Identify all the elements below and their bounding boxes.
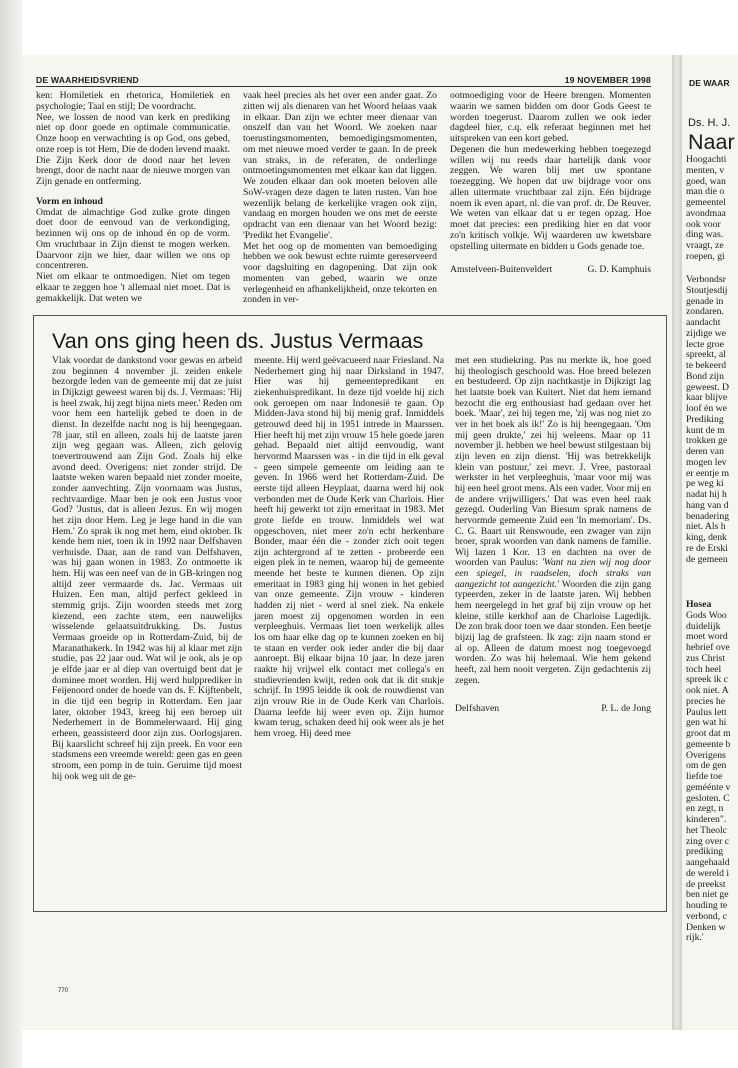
text-line: ben niet ge bbox=[686, 889, 729, 901]
text-line: kaar blijve bbox=[686, 392, 728, 404]
text-line: rijk.' bbox=[686, 932, 704, 944]
paragraph bbox=[455, 356, 651, 686]
text-line: groot dat m bbox=[686, 728, 731, 739]
paragraph: vaak heel precies als het over een ander gaat. Zo zitten wij als dienaren van het Woord helaas vaak in elkaar. Dan zijn we echter meer dienaar van onszelf dan van het Woord. We zoeken naar toerustingsmomenten, bemoedigingsmomenten, om met nieuwe moed verder te gaan. In de preek van straks, in de referaten, de onderlinge ontmoetingsmomenten met elkaar kan dat liggen. We zouden elkaar dan ook moeten beloven alle SoW-vragen deze dagen te laten rusten. Van hoe wezenlijk belang de kerkelijke vragen ook zijn, vandaag en morgen houden we ons met de eerste opdracht van een dienaar van het Woord bezig: 'Predikt het Evangelie'. bbox=[243, 90, 437, 241]
top-article-column-1 bbox=[36, 91, 230, 304]
text-line: deren van bbox=[686, 446, 724, 457]
next-page-column-block-3 bbox=[682, 600, 738, 944]
text-line: te bekeerd bbox=[686, 360, 727, 371]
obituary-title: Van ons ging heen ds. Justus Vermaas bbox=[52, 329, 424, 353]
text-line: Bond zijn bbox=[686, 370, 724, 382]
text-line: liefde toe bbox=[686, 771, 723, 782]
text-line: Paulus lett bbox=[686, 706, 727, 718]
text-line: geméénte v bbox=[686, 781, 731, 793]
paragraph: Met het oog op de momenten van bemoediging hebben we ook bewust echte ruimte gereserveerd voor dagsluiting en dagopening. Dat zijn ook momenten van gebed, waarin we onze verlegenheid en afhankelijkheid, onze tekorten en zonden in ver- bbox=[243, 240, 437, 306]
obituary-column-3 bbox=[455, 356, 651, 715]
text-line: zus Christ bbox=[686, 652, 726, 664]
text-line: menten, v bbox=[686, 164, 725, 176]
text-line: Verbondsr bbox=[686, 275, 726, 285]
text-line: er eentje m bbox=[686, 467, 730, 479]
text-line: king, denk bbox=[686, 532, 727, 543]
text-line: pe weg ki bbox=[686, 478, 724, 490]
paragraph: ootmoediging voor de Heere brengen. Momenten waarin we samen bidden om door Gods Geest te worden toegerust. Daarom zullen we ook ieder dagdeel hier, c.q. elk referaat beginnen met het uitspreken van een kort gebed. bbox=[450, 90, 651, 144]
text-line: vraagt, ze bbox=[686, 240, 724, 251]
scan-shadow-left bbox=[0, 0, 22, 1068]
text-line: man die o bbox=[686, 186, 725, 198]
text-line: ook niet. A bbox=[686, 685, 729, 696]
next-page-column-block-2 bbox=[682, 275, 738, 565]
text-line: lecte groe bbox=[686, 338, 724, 350]
text-line: Hoogachti bbox=[686, 155, 727, 165]
text-line: moet word bbox=[686, 631, 728, 643]
text-line: Prediking bbox=[686, 413, 724, 425]
text-line: de preekst bbox=[686, 878, 726, 890]
text-line: niet. Als h bbox=[686, 521, 726, 533]
page-gutter bbox=[672, 55, 682, 1030]
header-rule bbox=[36, 86, 651, 87]
section-heading: Vorm en inhoud bbox=[36, 195, 103, 207]
obituary-column-1 bbox=[52, 356, 242, 782]
paragraph: meente. Hij werd geëvacueerd naar Friesland. Na Nederhemert ging hij naar Dirksland in 1947. Hier was hij gemeentepredikant en ziekenhuispredikant. In deze tijd voelde hij zich ook geroepen om naar Indonesië te gaan. Op Midden-Java stond hij bij menig graf. Inmiddels getrouwd deed hij in 1951 intrede in Maarssen. Hier heeft hij met zijn vrouw 15 hele goede jaren gehad. Bepaald niet altijd eenvoudig, want hervormd Maarssen was - in die tijd in elk geval - geen simpele gemeente om leiding aan te geven. In 1966 werd het Rotterdam-Zuid. De eerste tijd alleen Heyplaat, daarna werd hij ook verbonden met de Oude Kerk van Charlois. Hier heeft hij gewerkt tot zijn emeritaat in 1983. Met grote liefde en trouw. Inmiddels wel wat opgeschoven, niet meer zo'n echt herkenbare Bonder, maar één die - zonder zich ooit tegen zijn achtergrond af te zetten - probeerde een eigen plek in te nemen, waarop hij de gemeente meende het beste te kunnen dienen. Op zijn emeritaat in 1983 ging hij wonen in het gebied van onze gemeente. Zijn vrouw - kinderen hadden zij niet - werd al snel ziek. Na enkele jaren moest zij opgenomen worden in een verpleeghuis. Vermaas liet toen werkelijk alles los om haar elke dag op te kunnen zoeken en bij te staan en verder ook ieder ander die bij daar aanroept. Bij elkaar bijna 10 jaar. In deze jaren raakte hij vrijwel elk contact met collega's en studievrienden kwijt, reden ook dat ik dit stukje schrijf. In 1995 leidde ik ook de rouwdienst van zijn vrouw Rie in de Oude Kerk van Charlois. Daarna leefde hij weer even op. Zijn humor kwam terug, schaken deed hij ook weer als je het hem vroeg. Hij deed mee bbox=[254, 355, 444, 739]
text-line: toch heel bbox=[686, 663, 722, 675]
text-line: de gemeen bbox=[686, 553, 728, 565]
text-line: Denken w bbox=[686, 921, 726, 933]
text-line: zondaren. bbox=[686, 306, 724, 318]
text-line: gen wat hi bbox=[686, 717, 727, 729]
obituary-box bbox=[33, 315, 667, 912]
text-line: precies he bbox=[686, 695, 725, 707]
text-line: Stoutjesdij bbox=[686, 284, 728, 296]
text-line: Overigens bbox=[686, 749, 726, 761]
text-line: re de Erski bbox=[686, 542, 728, 554]
article-signature bbox=[450, 265, 651, 276]
text-line: aandacht bbox=[686, 317, 721, 328]
next-page-subheading: Hosea bbox=[686, 600, 712, 610]
text-line: verbond, c bbox=[686, 910, 727, 922]
scripture-quote: 'Want nu zien wij nog door een spiegel, in raadselen, doch straks van aangezicht tot aangezicht.' bbox=[455, 557, 651, 590]
next-page-edge bbox=[682, 55, 738, 1030]
next-page-header: DE WAAR bbox=[689, 78, 730, 88]
top-article-column-3 bbox=[450, 91, 651, 276]
text-line: ook voor bbox=[686, 218, 721, 230]
text-line: hebrief ove bbox=[686, 642, 730, 653]
text-line: zing over c bbox=[686, 835, 730, 847]
text-line: trokken ge bbox=[686, 435, 728, 447]
text-line: prediking bbox=[686, 846, 724, 858]
text-line: ding was. bbox=[686, 229, 724, 241]
text-line: aangehaald bbox=[686, 857, 730, 868]
magazine-name: DE WAARHEIDSVRIEND bbox=[36, 75, 139, 85]
paragraph: Vlak voordat de dankstond voor gewas en arbeid zou beginnen 4 november jl. zeiden enkele bezorgde leden van de gemeente mij dat ze juist in Dijkzigt geweest waren bij ds. J. Vermaas: 'Hij is heel zwak, hij zegt bijna niets meer.' Reden om voor hem een hartelijk gebed te doen in de dienst. In dezelfde nacht nog is hij heengegaan. 78 jaar, stil en alleen, zoals hij de laatste jaren zijn weg gegaan was. Alleen, zich gelovig toevertrouwend aan Zijn God. Zoals hij elke avond deed. Overigens: niet zonder strijd. De laatste weken waren bepaald niet zonder moeite, zonder aanvechting. Zijn voornaam was Justus, rechtvaardige. Maar ben je ook een Justus voor God? 'Justus, dat is alleen Jezus. En wij mogen het zijn door Hem. Leg je lege hand in die van Hem.' Zo sprak ik nog met hem, eind oktober. Ik kende hem niet, toen ik in 1992 naar Delfshaven verhuisde. Daar, aan de rand van Delfshaven, was hij gaan wonen in 1983. Zo ontmoette ik hem. Hij was een neef van de in GB-kringen nog altijd zeer vermaarde ds. Jac. Vermaas uit Huizen. Een man, altijd perfect gekleed in stemmig grijs. Zijn woorden steeds met zorg kiezend, een zachte stem, een nauwelijks wisselende gelaatsuitdrukking. Ds. Justus Vermaas groeide op in Rotterdam-Zuid, bij de Maranathakerk. In 1942 was hij al klaar met zijn studie, pas 22 jaar oud. Wat wil je ook, als je op je elfde jaar er al diep van overtuigd bent dat je dominee moet worden. Hij werd hulpprediker in Feijenoord onder de hoede van ds. F. Kijftenbelt, in die tijd een begrip in Rotterdam. Een jaar later, oktober 1943, kreeg hij een beroep uit Nederhemert in de Bommelerwaard. Hij ging erheen, geassisteerd door zijn zus. Oorlogsjaren. Bij kaarslicht schreef hij zijn preek. En voor een stadsmens een vreemde wereld: geen gas en geen stroom, een pomp in de tuin. Geruime tijd moest hij ook weg uit de ge- bbox=[52, 355, 242, 782]
issue-date: 19 NOVEMBER 1998 bbox=[564, 75, 651, 85]
text-line: spreek ik c bbox=[686, 674, 728, 686]
top-article-column-2 bbox=[243, 91, 437, 306]
text-line: roepen, gi bbox=[686, 250, 725, 262]
text-line: duidelijk bbox=[686, 620, 721, 632]
page-number: 770 bbox=[58, 988, 69, 994]
signature-author: P. L. de Jong bbox=[601, 703, 651, 715]
text-line: kinderen". bbox=[686, 814, 727, 825]
text-line: nadat hij h bbox=[686, 489, 727, 500]
next-page-title: Naar bbox=[688, 130, 735, 154]
text-line: gemeente b bbox=[686, 738, 731, 750]
paragraph: Niet om elkaar te ontmoedigen. Niet om tegen elkaar te zeggen hoe 't allemaal niet moet. Dat is gemakkelijk. Dat weten we bbox=[36, 271, 230, 304]
text-line: geweest. D bbox=[686, 381, 730, 393]
obituary-signature bbox=[455, 704, 651, 715]
text-line: mogen lev bbox=[686, 456, 727, 468]
paragraph: ken: Homiletiek en rhetorica, Homiletiek en psychologie; Taal en stijl; De voordracht. bbox=[36, 90, 230, 112]
text-line: avondmaa bbox=[686, 207, 726, 219]
signature-place: Delfshaven bbox=[455, 703, 500, 715]
text-run: Woorden die zijn gang typeerden, zeker in de laatste jaren. Wij hebben hem neergelegd in het graf bij zijn vrouw op het kleine, stille kerkhof aan de Charloise Lagedijk. De zon brak door toen we daar stonden. Een beetje bijzij lag de grafsteen. Ik zag: zijn naam stond er al op. Alleen de datum moest nog toegevoegd worden. Zo was hij helemaal. Wie hem gekend heeft, zal hem nooit vergeten. Zijn gedachtenis zij zegen. bbox=[455, 578, 651, 686]
text-line: houding te bbox=[686, 900, 728, 911]
signature-place: Amstelveen-Buitenveldert bbox=[450, 264, 553, 276]
text-line: benadering bbox=[686, 510, 730, 522]
text-line: goed, wan bbox=[686, 175, 726, 187]
next-page-column-block-1 bbox=[682, 155, 738, 263]
next-page-author: Ds. H. J. bbox=[688, 117, 731, 129]
text-line: het Theolc bbox=[686, 824, 727, 836]
text-line: en zegt, n bbox=[686, 803, 724, 815]
text-line: gemeentel bbox=[686, 197, 726, 208]
text-line: loof én we bbox=[686, 403, 727, 414]
obituary-column-2 bbox=[254, 356, 444, 740]
paragraph: Degenen die hun medewerking hebben toegezegd willen wij nu reeds daar hartelijk dank voor zeggen. We waren blij met uw spontane toezegging. We hopen dat uw bijdrage voor ons allen uitermate vruchtbaar zal zijn. Eén bijdrage noem ik even apart, nl. die van prof. dr. De Reuver. We weten van elkaar dat u er tegen opzag. Hoe moet dat precies: een prediking hier en dat voor zo'n kritisch volkje. Wij waarderen uw kwetsbare opstelling uitermate en bidden u Gods genade toe. bbox=[450, 143, 651, 252]
text-line: gesloten. C bbox=[686, 792, 730, 804]
paragraph: Omdat de almachtige God zulke grote dingen doet door de eenvoud van de verkondiging, bezinnen wij ons op de inhoud én op de vorm. Om vruchtbaar in Zijn dienst te mogen werken. Daarvoor zijn we hier, daar willen we ons op concentreren. bbox=[36, 206, 230, 272]
signature-author: G. D. Kamphuis bbox=[587, 264, 651, 276]
paragraph: Nee, we lossen de nood van kerk en prediking niet op door goede en optimale communicatie. Onze hoop en verwachting is op God, ons gebed, onze roep is tot Hem, Die de doden levend maakt. Die Zijn Kerk door de dood naar het leven brengt, door de nacht naar de nieuwe morgen van Zijn genade en ontferming. bbox=[36, 111, 230, 187]
text-line: spreekt, al bbox=[686, 349, 726, 361]
text-line: Gods Woo bbox=[686, 609, 727, 621]
text-line: om de gen bbox=[686, 760, 727, 772]
text-line: hang van d bbox=[686, 499, 729, 511]
text-line: zijdige we bbox=[686, 327, 727, 339]
text-line: kunt de m bbox=[686, 424, 725, 436]
text-run: met een studiekring. Pas nu merkte ik, hoe goed hij theologisch geschoold was. Hoe breed belezen en bestudeerd. Op zijn nachtkastje in Dijkzigt lag het laatste boek van Kuitert. Niet dat hem iemand bezocht die erg enthousiast had gedaan over het boek. 'Maar', zei hij tegen me, 'zij was nog niet zo ver in het boek als ik!' Zo is hij heengegaan. 'Om mij geen drukte,' zei hij weleens. Maar op 11 november jl. hebben we heel bewust stilgestaan bij zijn leven en zijn dienst. 'Hij was betrekkelijk klein van postuur,' zei mevr. J. Vree, pastoraal werkster in het verpleeghuis, 'maar voor mij was hij een heel groot mens. Als een vader. Voor mij en de andere vrijwilligers.' Dat was even heel raak gezegd. Ouderling Van Biesum sprak namens de hervormde gemeente Zuid een 'In memoriam'. Ds. C. G. Baart uit Renswoude, een zwager van zijn broer, sprak woorden van dank namens de familie. Wij lazen 1 Kor. 13 en dachten na over de woorden van Paulus: bbox=[455, 355, 651, 569]
text-line: genade in bbox=[686, 295, 724, 307]
text-line: de wereld i bbox=[686, 867, 730, 879]
